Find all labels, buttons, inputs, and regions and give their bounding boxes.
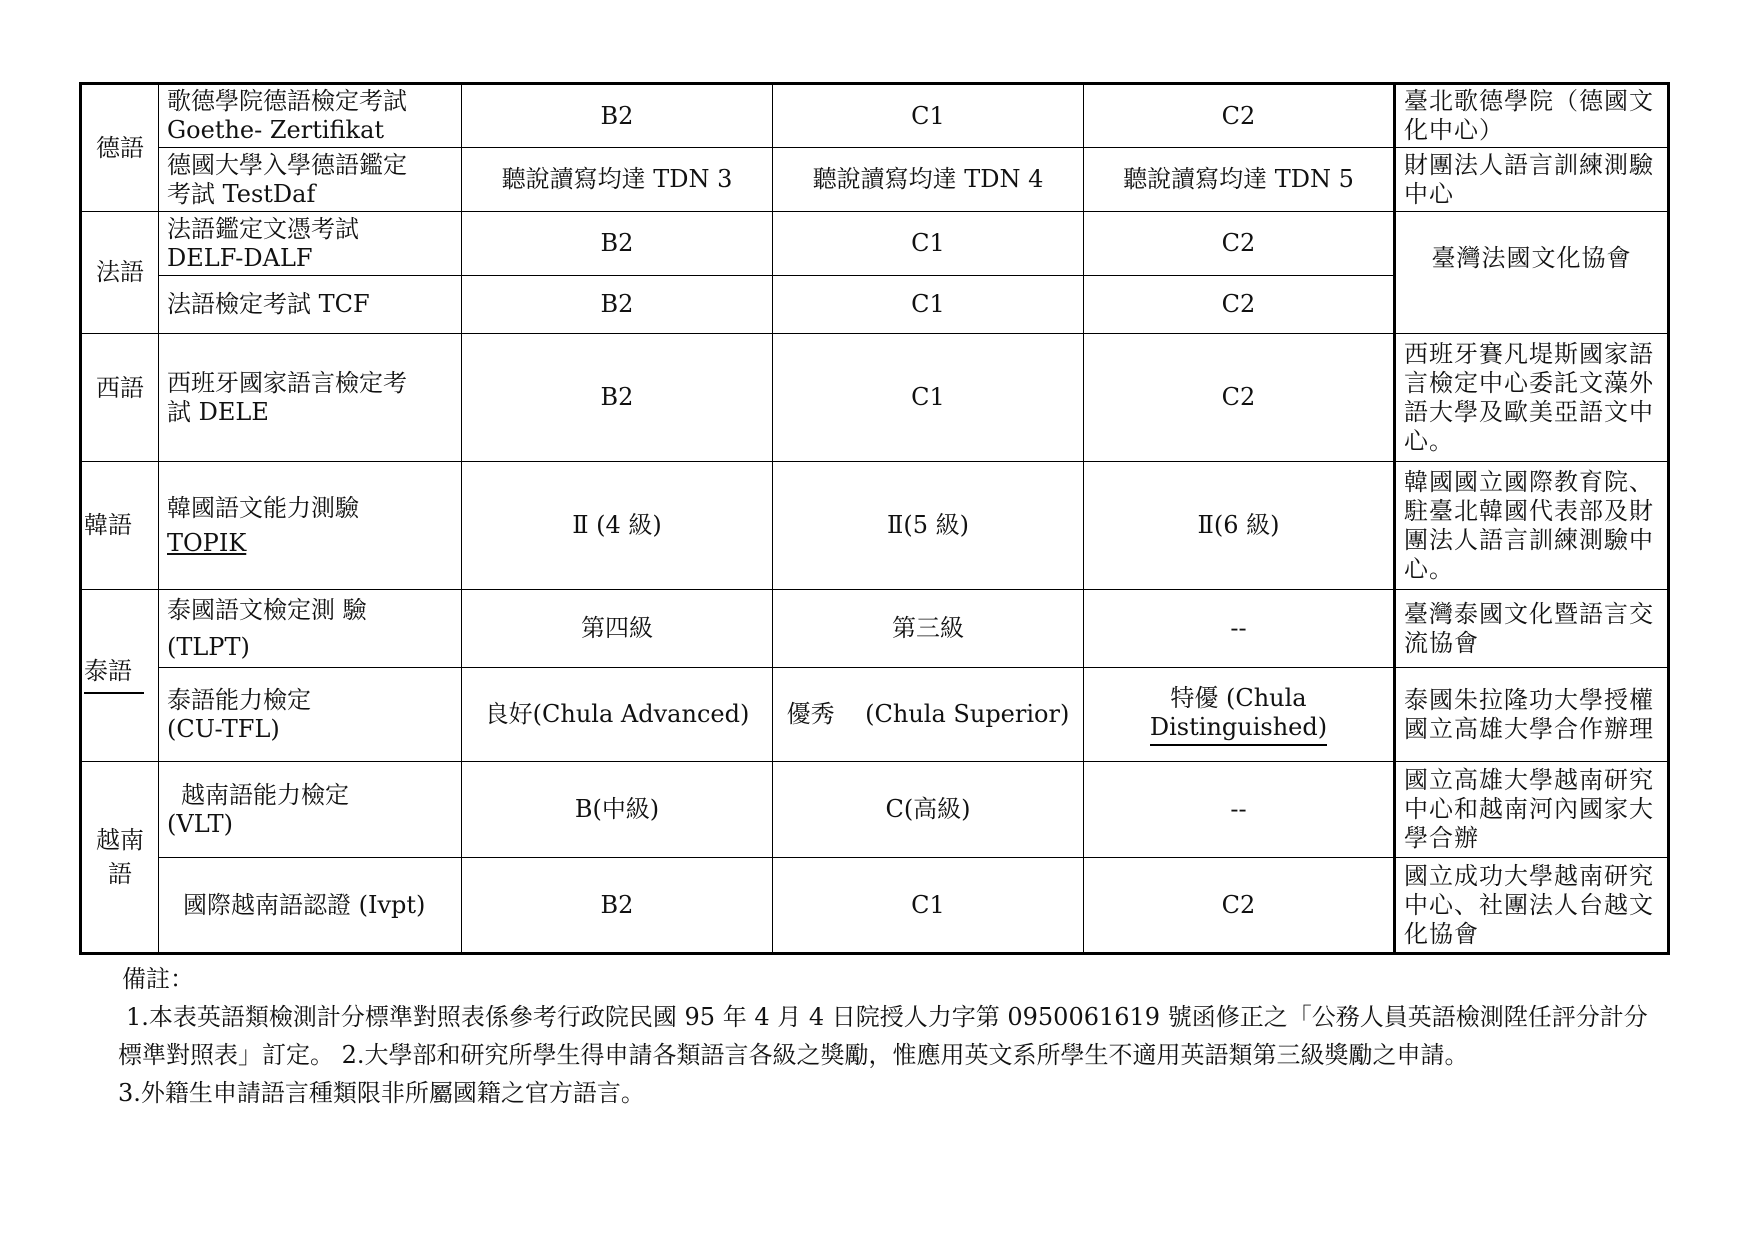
- level-cell: C2: [1084, 212, 1395, 276]
- level-cell: 聽說讀寫均達 TDN 4: [773, 148, 1084, 212]
- level-cell: [1084, 668, 1395, 762]
- language-cell-spanish: 西語: [81, 334, 159, 462]
- note-paragraph: 1.本表英語類檢測計分標準對照表係參考行政院民國 95 年 4 月 4 日院授人力字第 0950061619 號函修正之「公務人員英語檢測陞任評分計分標準對照表」訂定。 2.大學部和研究所學生得申請各類語言各級之獎勵，惟應用英文系所學生不適用英語類第三級獎勵之申請。: [118, 1003, 1648, 1069]
- language-cell-korean: 韓語: [81, 462, 159, 590]
- organizer-cell: 西班牙賽凡堤斯國家語言檢定中心委託文藻外語大學及歐美亞語文中心。: [1395, 334, 1669, 462]
- level-cell: Ⅱ (4 級): [462, 462, 773, 590]
- table-row: [81, 762, 1669, 858]
- exam-name-line: TOPIK: [167, 528, 247, 557]
- level-cell: C1: [773, 276, 1084, 334]
- level-cell: C2: [1084, 858, 1395, 954]
- exam-name-topik: [159, 462, 462, 590]
- exam-name-tcf: 法語檢定考試 TCF: [159, 276, 462, 334]
- table-row: [81, 212, 1669, 276]
- level-cell: C2: [1084, 84, 1395, 148]
- level-cell: B2: [462, 84, 773, 148]
- exam-name-line: (TLPT): [167, 632, 250, 661]
- language-cell-vietnamese: 越南語: [81, 762, 159, 954]
- exam-name-line: 越南語能力檢定: [181, 780, 349, 809]
- language-cell-thai: 泰語: [81, 590, 159, 762]
- level-cell: C(高級): [773, 762, 1084, 858]
- level-cell: B(中級): [462, 762, 773, 858]
- organizer-cell: 財團法人語言訓練測驗中心: [1395, 148, 1669, 212]
- table-row: [81, 148, 1669, 212]
- level-cell: 良好(Chula Advanced): [462, 668, 773, 762]
- exam-name-cutfl: 泰語能力檢定 (CU-TFL): [159, 668, 462, 762]
- level-cell: 聽說讀寫均達 TDN 5: [1084, 148, 1395, 212]
- level-cell: 第四級: [462, 590, 773, 668]
- organizer-cell: 國立高雄大學越南研究中心和越南河內國家大學合辦: [1395, 762, 1669, 858]
- level-cell: 第三級: [773, 590, 1084, 668]
- level-line: Distinguished): [1150, 713, 1327, 746]
- table-row: [81, 84, 1669, 148]
- level-cell: Ⅱ(6 級): [1084, 462, 1395, 590]
- note-paragraph: 3.外籍生申請語言種類限非所屬國籍之官方語言。: [118, 1079, 645, 1107]
- exam-name-line: (VLT): [167, 809, 234, 838]
- organizer-cell: 臺北歌德學院（德國文化中心）: [1395, 84, 1669, 148]
- level-cell: B2: [462, 276, 773, 334]
- table-row: [81, 462, 1669, 590]
- level-cell: C2: [1084, 276, 1395, 334]
- language-cell-german: 德語: [81, 84, 159, 212]
- notes-section: [118, 960, 1668, 1112]
- table-row: [81, 668, 1669, 762]
- table-row: [81, 858, 1669, 954]
- exam-name-ivpt: 國際越南語認證 (Ivpt): [159, 858, 462, 954]
- level-cell: C1: [773, 858, 1084, 954]
- level-cell: C1: [773, 84, 1084, 148]
- level-cell: Ⅱ(5 級): [773, 462, 1084, 590]
- exam-name-dele: 西班牙國家語言檢定考 試 DELE: [159, 334, 462, 462]
- language-cell-french: 法語: [81, 212, 159, 334]
- language-certification-table: [79, 82, 1670, 955]
- level-cell: 聽說讀寫均達 TDN 3: [462, 148, 773, 212]
- level-cell: C1: [773, 334, 1084, 462]
- level-cell: --: [1084, 762, 1395, 858]
- level-cell: C1: [773, 212, 1084, 276]
- level-cell: B2: [462, 212, 773, 276]
- table-row: [81, 590, 1669, 668]
- level-cell: B2: [462, 858, 773, 954]
- organizer-cell: 臺灣泰國文化暨語言交流協會: [1395, 590, 1669, 668]
- organizer-cell: 韓國國立國際教育院、駐臺北韓國代表部及財團法人語言訓練測驗中心。: [1395, 462, 1669, 590]
- exam-name-goethe: 歌德學院德語檢定考試 Goethe- Zertifikat: [159, 84, 462, 148]
- level-line: 特優 (Chula: [1170, 683, 1307, 712]
- exam-name-line: 泰國語文檢定測 驗: [167, 595, 367, 624]
- exam-name-delf: 法語鑑定文憑考試 DELF-DALF: [159, 212, 462, 276]
- notes-title: 備註：: [122, 965, 194, 993]
- level-cell: 優秀 (Chula Superior): [773, 668, 1084, 762]
- exam-name-tlpt: [159, 590, 462, 668]
- exam-name-testdaf: 德國大學入學德語鑑定 考試 TestDaf: [159, 148, 462, 212]
- organizer-cell: 泰國朱拉隆功大學授權國立高雄大學合作辦理: [1395, 668, 1669, 762]
- exam-name-line: 韓國語文能力測驗: [167, 493, 359, 522]
- level-cell: C2: [1084, 334, 1395, 462]
- level-cell: --: [1084, 590, 1395, 668]
- table-row: [81, 334, 1669, 462]
- organizer-cell: 臺灣法國文化協會: [1395, 212, 1669, 334]
- organizer-cell: 國立成功大學越南研究中心、社團法人台越文化協會: [1395, 858, 1669, 954]
- level-cell: B2: [462, 334, 773, 462]
- exam-name-vlt: [159, 762, 462, 858]
